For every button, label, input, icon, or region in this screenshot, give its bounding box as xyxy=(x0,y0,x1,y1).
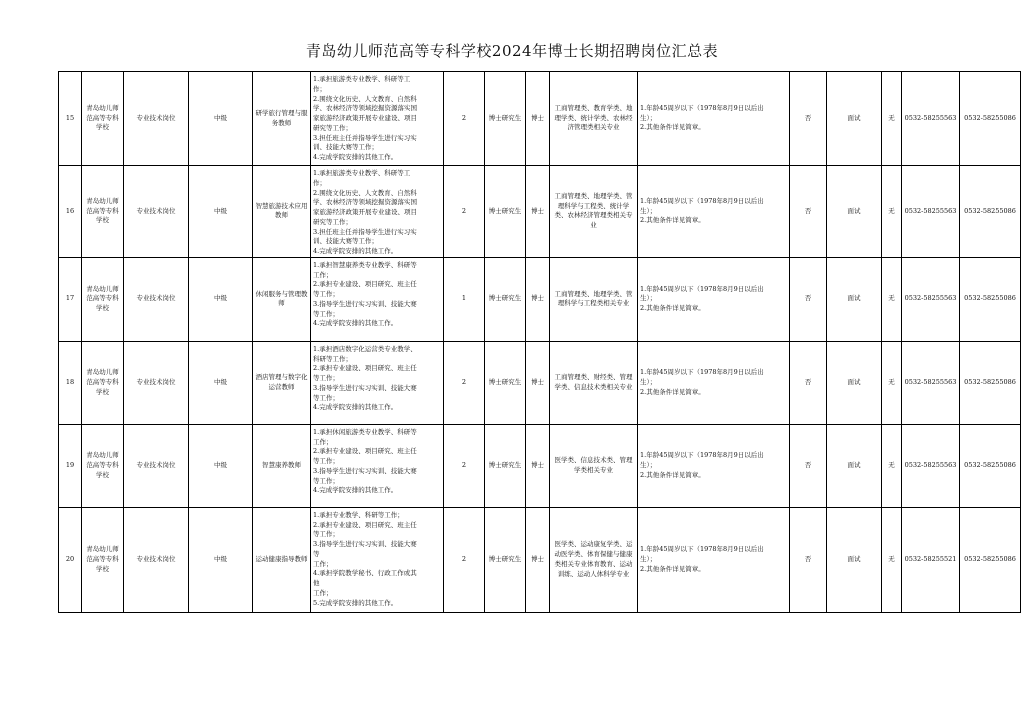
post-duties-line: 3.指导学生进行实习实训、技能大赛 xyxy=(313,299,417,308)
post-category: 专业技术岗位 xyxy=(124,72,189,166)
exam-method: 面试 xyxy=(827,507,882,612)
post-duties-line: 4.完成学院安排的其他工作。 xyxy=(313,319,398,328)
post-duties-line: 工作； xyxy=(313,588,333,597)
row-number: 16 xyxy=(59,166,82,258)
page-title: 青岛幼儿师范高等专科学校2024年博士长期招聘岗位汇总表 xyxy=(305,42,719,60)
major-requirement: 医学类、运动康复学类、运动医学类、体育保健与健康类相关专业体育教育、运动训练、运动人体科学专业 xyxy=(550,507,638,612)
post-level: 中级 xyxy=(189,507,253,612)
post-duties-line: 4.承担学院教学秘书、行政工作或其 xyxy=(313,569,417,578)
contact-phone: 0532-58255563 xyxy=(902,257,960,341)
major-requirement: 工商管理类、教育学类、地理学类、统计学类、农林经济管理类相关专业 xyxy=(550,72,638,166)
post-duties-line: 4.完成学院安排的其他工作。 xyxy=(313,247,398,255)
written-exam: 否 xyxy=(790,166,827,258)
post-duties-line: 2.围绕文化历史、人文教育、自然科 xyxy=(313,188,417,197)
education-requirement: 博士研究生 xyxy=(485,341,526,424)
other-requirements-line: 1.年龄45周岁以下（1978年8月9日以后出 xyxy=(640,368,764,377)
exam-method: 面试 xyxy=(827,257,882,341)
post-duties-line: 3.担任班主任并指导学生进行实习实 xyxy=(313,133,417,142)
post-duties xyxy=(311,257,444,341)
post-duties-line: 3.指导学生进行实习实训、技能大赛 xyxy=(313,383,417,392)
other-requirements-line: 1.年龄45周岁以下（1978年8月9日以后出 xyxy=(640,545,764,554)
other-requirements xyxy=(638,507,790,612)
row-number: 20 xyxy=(59,507,82,612)
education-requirement: 博士研究生 xyxy=(485,507,526,612)
post-duties-line: 科研等工作； xyxy=(313,354,352,363)
education-requirement: 博士研究生 xyxy=(485,424,526,507)
major-requirement: 工商管理类、财经类、管理学类、信息技术类相关专业 xyxy=(550,341,638,424)
table-row xyxy=(59,341,1021,424)
post-duties-line: 他 xyxy=(313,579,320,587)
post-duties-line: 等工作； xyxy=(313,309,339,318)
major-requirement: 工商管理类、地理学类、管理科学与工程类、统计学类、农林经济管理类相关专业 xyxy=(550,166,638,258)
other-requirements-line: 生）； xyxy=(640,113,657,122)
education-requirement: 博士研究生 xyxy=(485,166,526,258)
hire-count: 2 xyxy=(444,72,485,166)
post-duties-line: 1.承担休闲旅游类专业教学、科研等 xyxy=(313,427,417,436)
contact-phone: 0532-58255563 xyxy=(902,424,960,507)
hire-count: 2 xyxy=(444,166,485,258)
post-duties-line: 2.承担专业建设、项目研究、班主任 xyxy=(313,280,417,289)
post-duties xyxy=(311,72,444,166)
post-level: 中级 xyxy=(189,257,253,341)
post-duties-line: 4.完成学院安排的其他工作。 xyxy=(313,486,398,495)
post-duties-line: 1.承担旅游类专业教学、科研等工 xyxy=(313,75,411,83)
post-duties-line: 等工作； xyxy=(313,393,339,402)
written-exam: 否 xyxy=(790,341,827,424)
degree-requirement: 博士 xyxy=(526,507,550,612)
post-duties-line: 研究等工作； xyxy=(313,123,352,132)
degree-requirement: 博士 xyxy=(526,424,550,507)
other-requirements-line: 2.其他条件详见简章。 xyxy=(640,387,705,396)
post-duties-line: 4.完成学院安排的其他工作。 xyxy=(313,403,398,412)
unit-name: 青岛幼儿师范高等专科学校 xyxy=(82,424,124,507)
hire-count: 2 xyxy=(444,424,485,507)
contact-phone: 0532-58255563 xyxy=(902,341,960,424)
written-exam: 否 xyxy=(790,72,827,166)
other-requirements-line: 1.年龄45周岁以下（1978年8月9日以后出 xyxy=(640,196,764,205)
post-duties-line: 1.承担酒店数字化运营类专业教学、 xyxy=(313,344,417,353)
post-category: 专业技术岗位 xyxy=(124,166,189,258)
post-duties-line: 5.完成学院安排的其他工作。 xyxy=(313,598,398,607)
other-requirements-line: 生）； xyxy=(640,554,657,563)
post-duties-line: 学、农林经济等领域挖掘资源落实国 xyxy=(313,104,417,113)
post-duties-line: 4.完成学院安排的其他工作。 xyxy=(313,153,398,161)
post-duties-line: 2.承担专业建设、项目研究、班主任 xyxy=(313,364,417,373)
table-row xyxy=(59,424,1021,507)
written-exam: 否 xyxy=(790,424,827,507)
post-duties-line: 作； xyxy=(313,178,326,187)
post-duties-line: 等 xyxy=(313,549,320,558)
notes: 无 xyxy=(882,424,902,507)
post-duties-line: 等工作； xyxy=(313,530,339,539)
hire-count: 2 xyxy=(444,341,485,424)
post-duties-line: 等工作； xyxy=(313,476,339,485)
post-duties-line: 3.指导学生进行实习实训、技能大赛 xyxy=(313,540,417,548)
other-requirements-line: 生）； xyxy=(640,460,657,469)
table-row xyxy=(59,72,1021,166)
post-duties-line: 2.承担专业建设、项目研究、班主任 xyxy=(313,447,417,456)
post-duties-line: 工作； xyxy=(313,437,333,446)
degree-requirement: 博士 xyxy=(526,166,550,258)
notes: 无 xyxy=(882,72,902,166)
other-requirements-line: 生）； xyxy=(640,294,657,303)
exam-method: 面试 xyxy=(827,341,882,424)
other-requirements-line: 1.年龄45周岁以下（1978年8月9日以后出 xyxy=(640,451,764,460)
degree-requirement: 博士 xyxy=(526,341,550,424)
major-requirement: 医学类、信息技术类、管理学类相关专业 xyxy=(550,424,638,507)
unit-name: 青岛幼儿师范高等专科学校 xyxy=(82,166,124,258)
other-requirements-line: 2.其他条件详见简章。 xyxy=(640,304,705,313)
other-requirements-line: 1.年龄45周岁以下（1978年8月9日以后出 xyxy=(640,103,764,112)
notes: 无 xyxy=(882,507,902,612)
post-level: 中级 xyxy=(189,424,253,507)
recruitment-table xyxy=(58,71,1021,613)
post-name: 运动健康指导教师 xyxy=(253,507,311,612)
supervision-phone: 0532-58255086 xyxy=(960,257,1021,341)
supervision-phone: 0532-58255086 xyxy=(960,72,1021,166)
post-duties-line: 等工作； xyxy=(313,374,339,382)
exam-method: 面试 xyxy=(827,166,882,258)
post-duties-line: 训、技能大赛等工作； xyxy=(313,143,378,152)
unit-name: 青岛幼儿师范高等专科学校 xyxy=(82,72,124,166)
post-category: 专业技术岗位 xyxy=(124,507,189,612)
post-duties-line: 研究等工作； xyxy=(313,217,352,226)
hire-count: 2 xyxy=(444,507,485,612)
post-duties-line: 3.担任班主任并指导学生进行实习实 xyxy=(313,227,417,236)
post-duties-line: 家旅游经济政策开展专业建设、项目 xyxy=(313,208,417,216)
other-requirements-line: 2.其他条件详见简章。 xyxy=(640,216,705,225)
education-requirement: 博士研究生 xyxy=(485,257,526,341)
unit-name: 青岛幼儿师范高等专科学校 xyxy=(82,341,124,424)
post-duties-line: 等工作； xyxy=(313,290,339,298)
post-duties-line: 1.承担智慧康养类专业教学、科研等 xyxy=(313,260,417,269)
post-level: 中级 xyxy=(189,341,253,424)
notes: 无 xyxy=(882,166,902,258)
supervision-phone: 0532-58255086 xyxy=(960,507,1021,612)
other-requirements xyxy=(638,166,790,258)
post-duties-line: 工作； xyxy=(313,270,333,279)
contact-phone: 0532-58255521 xyxy=(902,507,960,612)
hire-count: 1 xyxy=(444,257,485,341)
other-requirements-line: 2.其他条件详见简章。 xyxy=(640,470,705,479)
post-name: 智慧旅游技术应用教师 xyxy=(253,166,311,258)
exam-method: 面试 xyxy=(827,72,882,166)
row-number: 17 xyxy=(59,257,82,341)
other-requirements xyxy=(638,72,790,166)
post-level: 中级 xyxy=(189,72,253,166)
post-category: 专业技术岗位 xyxy=(124,341,189,424)
major-requirement: 工商管理类、地理学类、管理科学与工程类相关专业 xyxy=(550,257,638,341)
post-duties xyxy=(311,507,444,612)
supervision-phone: 0532-58255086 xyxy=(960,166,1021,258)
notes: 无 xyxy=(882,341,902,424)
unit-name: 青岛幼儿师范高等专科学校 xyxy=(82,257,124,341)
post-duties-line: 2.承担专业建设、项目研究、班主任 xyxy=(313,520,417,529)
post-duties-line: 2.围绕文化历史、人文教育、自然科 xyxy=(313,94,417,103)
post-category: 专业技术岗位 xyxy=(124,424,189,507)
exam-method: 面试 xyxy=(827,424,882,507)
degree-requirement: 博士 xyxy=(526,257,550,341)
row-number: 19 xyxy=(59,424,82,507)
contact-phone: 0532-58255563 xyxy=(902,166,960,258)
contact-phone: 0532-58255563 xyxy=(902,72,960,166)
written-exam: 否 xyxy=(790,257,827,341)
post-duties-line: 1.承担旅游类专业教学、科研等工 xyxy=(313,169,411,177)
table-row xyxy=(59,166,1021,258)
other-requirements-line: 生）； xyxy=(640,206,657,215)
other-requirements-line: 2.其他条件详见简章。 xyxy=(640,564,705,573)
table-row xyxy=(59,257,1021,341)
written-exam: 否 xyxy=(790,507,827,612)
other-requirements-line: 生）； xyxy=(640,377,657,386)
post-name: 休闲服务与管理教师 xyxy=(253,257,311,341)
post-duties-line: 训、技能大赛等工作； xyxy=(313,237,378,246)
other-requirements-line: 1.年龄45周岁以下（1978年8月9日以后出 xyxy=(640,284,764,293)
other-requirements-line: 2.其他条件详见简章。 xyxy=(640,123,705,132)
post-duties-line: 家旅游经济政策开展专业建设、项目 xyxy=(313,114,417,122)
post-level: 中级 xyxy=(189,166,253,258)
post-duties xyxy=(311,341,444,424)
post-category: 专业技术岗位 xyxy=(124,257,189,341)
row-number: 15 xyxy=(59,72,82,166)
education-requirement: 博士研究生 xyxy=(485,72,526,166)
post-duties-line: 工作； xyxy=(313,559,333,568)
post-duties-line: 3.指导学生进行实习实训、技能大赛 xyxy=(313,466,417,475)
unit-name: 青岛幼儿师范高等专科学校 xyxy=(82,507,124,612)
notes: 无 xyxy=(882,257,902,341)
post-name: 酒店管理与数字化运营教师 xyxy=(253,341,311,424)
supervision-phone: 0532-58255086 xyxy=(960,341,1021,424)
post-name: 智慧康养教师 xyxy=(253,424,311,507)
table-row xyxy=(59,507,1021,612)
degree-requirement: 博士 xyxy=(526,72,550,166)
post-name: 研学旅行管理与服务教师 xyxy=(253,72,311,166)
row-number: 18 xyxy=(59,341,82,424)
supervision-phone: 0532-58255086 xyxy=(960,424,1021,507)
post-duties-line: 等工作； xyxy=(313,457,339,465)
post-duties-line: 1.承担专业教学、科研等工作； xyxy=(313,510,404,519)
post-duties-line: 学、农林经济等领域挖掘资源落实国 xyxy=(313,198,417,207)
other-requirements xyxy=(638,341,790,424)
post-duties xyxy=(311,166,444,258)
other-requirements xyxy=(638,257,790,341)
post-duties xyxy=(311,424,444,507)
other-requirements xyxy=(638,424,790,507)
post-duties-line: 作； xyxy=(313,84,326,93)
